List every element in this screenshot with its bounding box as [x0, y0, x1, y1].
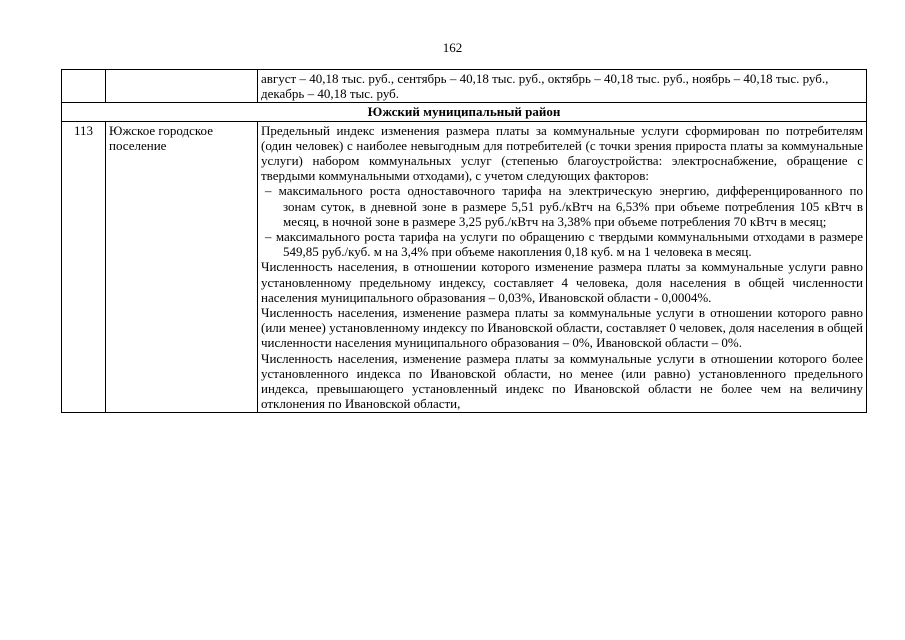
row-number: 113 [62, 121, 106, 413]
row-number-cell [62, 70, 106, 103]
paragraph-population-below: Численность населения, изменение размера платы за коммунальные услуги в отношении которого равно (или менее) установленному индексу по Ивановской области, составляет 0 человек, доля населения в общей численности населения муниципального образования – 0%, Ивановской области – 0%. [261, 305, 863, 351]
section-title: Южский муниципальный район [62, 103, 867, 121]
settlement-name: Южское городское поселение [106, 121, 258, 413]
row-text-cell [258, 70, 867, 103]
paragraph-intro: Предельный индекс изменения размера платы за коммунальные услуги сформирован по потребителям (один человек) с наиболее невыгодным для потребителей (с точки зрения прироста платы за коммунальные услуги) набором коммунальных услуг (степенью благоустройства: электроснабжение, обращение с твердыми коммунальными отходами), с учетом следующих факторов: [261, 122, 863, 184]
paragraph-population-limit: Численность населения, в отношении которого изменение размера платы за коммунальные услуги равно установленному предельному индексу, составляет 4 человека, доля населения в общей численности населения муниципального образования – 0,03%, Ивановской области - 0,0004%. [261, 259, 863, 305]
table-row [62, 121, 867, 413]
tariff-table [61, 69, 867, 413]
page-number: 162 [442, 40, 463, 55]
bullet-electricity: – максимального роста одноставочного тарифа на электрическую энергию, дифференцированного по зонам суток, в дневной зоне в размере 5,51 руб./кВтч на 6,53% при объеме потребления 105 кВтч в месяц, в ночной зоне в размере 3,25 руб./кВтч на 3,38% при объеме потребления 70 кВтч в месяц; [265, 183, 863, 229]
paragraph-population-above: Численность населения, изменение размера платы за коммунальные услуги в отношении которого более установленного индекса по Ивановской области, но менее (или равно) установленного предельного индекса, превышающего установленный индекс по Ивановской области не более чем на величину отклонения по Ивановской области, [261, 350, 863, 412]
continued-text: август – 40,18 тыс. руб., сентябрь – 40,18 тыс. руб., октябрь – 40,18 тыс. руб., ноябрь – 40,18 тыс. руб., декабрь – 40,18 тыс. руб. [261, 71, 829, 102]
table-row-continued [62, 70, 867, 103]
row-name-cell [106, 70, 258, 103]
section-header-row [62, 103, 867, 121]
row-description [258, 121, 867, 413]
bullet-waste: – максимального роста тарифа на услуги по обращению с твердыми коммунальными отходами в размере 549,85 руб./куб. м на 3,4% при объеме накопления 0,18 куб. м на 1 человека в месяц. [265, 229, 863, 260]
